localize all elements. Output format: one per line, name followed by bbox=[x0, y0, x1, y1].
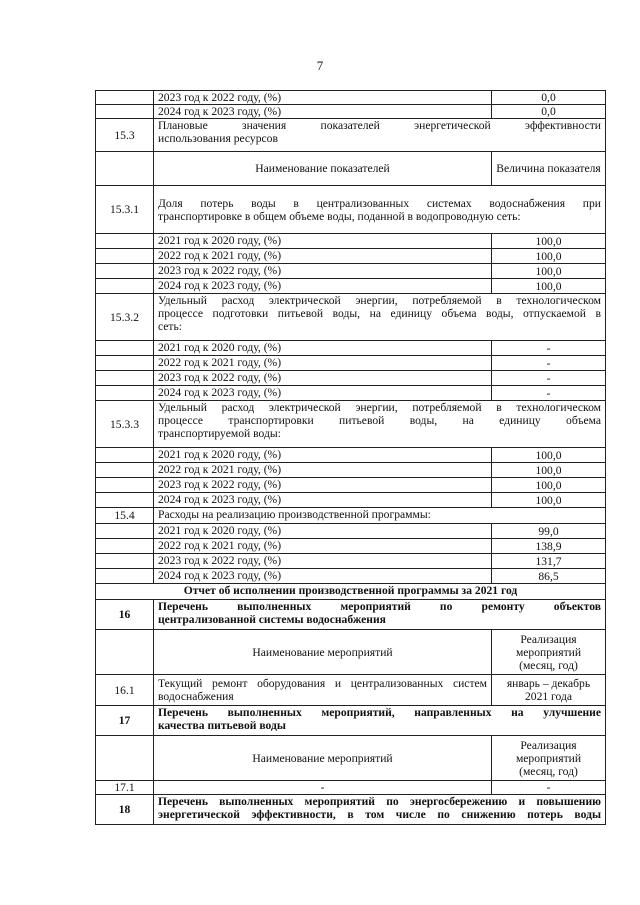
row-value: 100,0 bbox=[492, 249, 606, 264]
row-value: 0,0 bbox=[492, 91, 606, 105]
section-title bbox=[154, 600, 606, 630]
table-row bbox=[96, 371, 606, 386]
section-number: 18 bbox=[96, 795, 154, 825]
section-title-line: транспортируемой воды: bbox=[158, 427, 281, 440]
table-row bbox=[96, 569, 606, 584]
column-header-name: Наименование показателей bbox=[154, 152, 492, 186]
column-header-line: мероприятий bbox=[515, 645, 582, 659]
activity-period-line: январь – декабрь bbox=[506, 677, 591, 690]
column-header-line: Реализация bbox=[520, 632, 577, 646]
section-title-line: процессе подготовки питьевой воды, на единицу объема воды, отпускаемой в bbox=[158, 307, 601, 320]
section-title-line: Перечень выполненных мероприятий по энергосбережению и повышению bbox=[158, 795, 601, 808]
activity-name-line: водоснабжения bbox=[158, 690, 234, 703]
row-value: - bbox=[492, 386, 606, 401]
row-value: 100,0 bbox=[492, 264, 606, 279]
row-label: 2023 год к 2022 году, (%) bbox=[154, 554, 492, 569]
section-16 bbox=[96, 600, 606, 630]
column-header-name: Наименование мероприятий bbox=[154, 630, 492, 675]
section-17-1 bbox=[96, 781, 606, 795]
row-label: 2021 год к 2020 году, (%) bbox=[154, 341, 492, 356]
row-number-cell bbox=[96, 152, 154, 186]
column-header-value bbox=[492, 630, 606, 675]
section-title bbox=[154, 294, 606, 341]
activity-name bbox=[154, 675, 492, 706]
column-header-line: Реализация bbox=[520, 738, 577, 752]
section-title-line: процессе транспортировки питьевой воды, на единицу объема bbox=[158, 414, 601, 427]
header-row bbox=[96, 736, 606, 781]
row-label: 2024 год к 2023 году, (%) bbox=[154, 569, 492, 584]
activity-period: - bbox=[492, 781, 606, 795]
row-number-cell bbox=[96, 371, 154, 386]
row-label: 2023 год к 2022 году, (%) bbox=[154, 371, 492, 386]
row-number-cell bbox=[96, 341, 154, 356]
row-value: 138,9 bbox=[492, 539, 606, 554]
table-row bbox=[96, 341, 606, 356]
section-15-3-1 bbox=[96, 186, 606, 234]
row-value: 86,5 bbox=[492, 569, 606, 584]
section-title-line: Доля потерь воды в централизованных системах водоснабжения при bbox=[158, 196, 601, 210]
section-number: 15.4 bbox=[96, 508, 154, 524]
section-15-3-2 bbox=[96, 294, 606, 341]
table-row bbox=[96, 554, 606, 569]
row-number-cell bbox=[96, 249, 154, 264]
row-value: 100,0 bbox=[492, 279, 606, 294]
section-title bbox=[154, 795, 606, 825]
activity-period-line: 2021 года bbox=[524, 690, 573, 703]
row-value: 100,0 bbox=[492, 478, 606, 493]
section-title-line: использования ресурсов bbox=[158, 132, 278, 145]
table-row bbox=[96, 279, 606, 294]
section-17 bbox=[96, 706, 606, 736]
section-title bbox=[154, 706, 606, 736]
activity-name-line: Текущий ремонт оборудования и централизованных систем bbox=[158, 677, 487, 690]
table-row bbox=[96, 493, 606, 508]
row-number-cell bbox=[96, 91, 154, 105]
section-number: 15.3.2 bbox=[96, 294, 154, 341]
row-number-cell bbox=[96, 264, 154, 279]
row-value: - bbox=[492, 371, 606, 386]
row-number-cell bbox=[96, 105, 154, 119]
row-value: 100,0 bbox=[492, 448, 606, 463]
section-number: 15.3 bbox=[96, 119, 154, 152]
table-row bbox=[96, 524, 606, 539]
table-row bbox=[96, 91, 606, 105]
row-number-cell bbox=[96, 463, 154, 478]
row-number-cell bbox=[96, 279, 154, 294]
report-title-row bbox=[96, 584, 606, 600]
section-number: 15.3.3 bbox=[96, 401, 154, 448]
row-label: 2022 год к 2021 году, (%) bbox=[154, 356, 492, 371]
section-title bbox=[154, 119, 606, 152]
row-number-cell bbox=[96, 554, 154, 569]
section-number: 17 bbox=[96, 706, 154, 736]
section-title-line: Удельный расход электрической энергии, потребляемой в технологическом bbox=[158, 294, 601, 307]
section-15-3-3 bbox=[96, 401, 606, 448]
row-label: 2024 год к 2023 году, (%) bbox=[154, 493, 492, 508]
row-label: 2022 год к 2021 году, (%) bbox=[154, 249, 492, 264]
row-number-cell bbox=[96, 493, 154, 508]
section-title bbox=[154, 401, 606, 448]
row-number-cell bbox=[96, 569, 154, 584]
header-row bbox=[96, 630, 606, 675]
row-number-cell bbox=[96, 736, 154, 781]
table-row bbox=[96, 234, 606, 249]
program-table bbox=[95, 90, 606, 825]
row-label: 2023 год к 2022 году, (%) bbox=[154, 264, 492, 279]
row-number-cell bbox=[96, 386, 154, 401]
table-row bbox=[96, 264, 606, 279]
row-label: 2024 год к 2023 году, (%) bbox=[154, 386, 492, 401]
row-number-cell bbox=[96, 539, 154, 554]
table-row bbox=[96, 463, 606, 478]
column-header-line: (месяц, год) bbox=[519, 658, 578, 672]
table-row bbox=[96, 478, 606, 493]
section-title-line: транспортировке в общем объеме воды, поданной в водопроводную сеть: bbox=[158, 209, 521, 223]
section-number: 15.3.1 bbox=[96, 186, 154, 234]
section-15-3 bbox=[96, 119, 606, 152]
section-title-line: Перечень выполненных мероприятий, направленных на улучшение bbox=[158, 706, 601, 719]
section-title bbox=[154, 186, 606, 234]
section-number: 17.1 bbox=[96, 781, 154, 795]
column-header-line: (месяц, год) bbox=[519, 764, 578, 778]
table-row bbox=[96, 539, 606, 554]
row-value: - bbox=[492, 356, 606, 371]
section-title-line: Удельный расход электрической энергии, потребляемой в технологическом bbox=[158, 401, 601, 414]
row-value: 100,0 bbox=[492, 493, 606, 508]
row-label: 2021 год к 2020 году, (%) bbox=[154, 448, 492, 463]
section-title-line: Перечень выполненных мероприятий по ремонту объектов bbox=[158, 600, 601, 613]
table-row bbox=[96, 249, 606, 264]
row-number-cell bbox=[96, 478, 154, 493]
row-label: 2022 год к 2021 году, (%) bbox=[154, 463, 492, 478]
table-row bbox=[96, 105, 606, 119]
activity-period bbox=[492, 675, 606, 706]
row-value: 100,0 bbox=[492, 234, 606, 249]
row-label: 2024 год к 2023 году, (%) bbox=[154, 105, 492, 119]
table-row bbox=[96, 448, 606, 463]
row-label: 2024 год к 2023 году, (%) bbox=[154, 279, 492, 294]
section-18 bbox=[96, 795, 606, 825]
column-header-name: Наименование мероприятий bbox=[154, 736, 492, 781]
report-title: Отчет об исполнении производственной программы за 2021 год bbox=[96, 584, 606, 600]
section-16-1 bbox=[96, 675, 606, 706]
section-title-line: качества питьевой воды bbox=[158, 719, 286, 732]
section-title-line: Плановые значения показателей энергетической эффективности bbox=[158, 119, 601, 132]
table-row bbox=[96, 386, 606, 401]
row-number-cell bbox=[96, 448, 154, 463]
section-title-line: энергетической эффективности, в том числе по снижению потерь воды bbox=[158, 808, 601, 821]
row-value: 0,0 bbox=[492, 105, 606, 119]
page-number: 7 bbox=[316, 58, 324, 73]
row-value: 131,7 bbox=[492, 554, 606, 569]
section-title: Расходы на реализацию производственной программы: bbox=[154, 508, 606, 524]
row-number-cell bbox=[96, 234, 154, 249]
row-value: 99,0 bbox=[492, 524, 606, 539]
row-label: 2021 год к 2020 году, (%) bbox=[154, 524, 492, 539]
table-row bbox=[96, 356, 606, 371]
row-label: 2022 год к 2021 году, (%) bbox=[154, 539, 492, 554]
section-number: 16.1 bbox=[96, 675, 154, 706]
row-number-cell bbox=[96, 630, 154, 675]
activity-name: - bbox=[154, 781, 492, 795]
section-15-4 bbox=[96, 508, 606, 524]
column-header-value bbox=[492, 736, 606, 781]
row-value: - bbox=[492, 341, 606, 356]
row-label: 2023 год к 2022 году, (%) bbox=[154, 478, 492, 493]
row-value: 100,0 bbox=[492, 463, 606, 478]
column-header-line: мероприятий bbox=[515, 751, 582, 765]
column-header-value: Величина показателя bbox=[492, 152, 606, 186]
row-number-cell bbox=[96, 356, 154, 371]
section-number: 16 bbox=[96, 600, 154, 630]
section-title-line: централизованной системы водоснабжения bbox=[158, 613, 386, 626]
header-row bbox=[96, 152, 606, 186]
row-label: 2021 год к 2020 году, (%) bbox=[154, 234, 492, 249]
row-number-cell bbox=[96, 524, 154, 539]
section-title-line: сеть: bbox=[158, 320, 183, 333]
row-label: 2023 год к 2022 году, (%) bbox=[154, 91, 492, 105]
